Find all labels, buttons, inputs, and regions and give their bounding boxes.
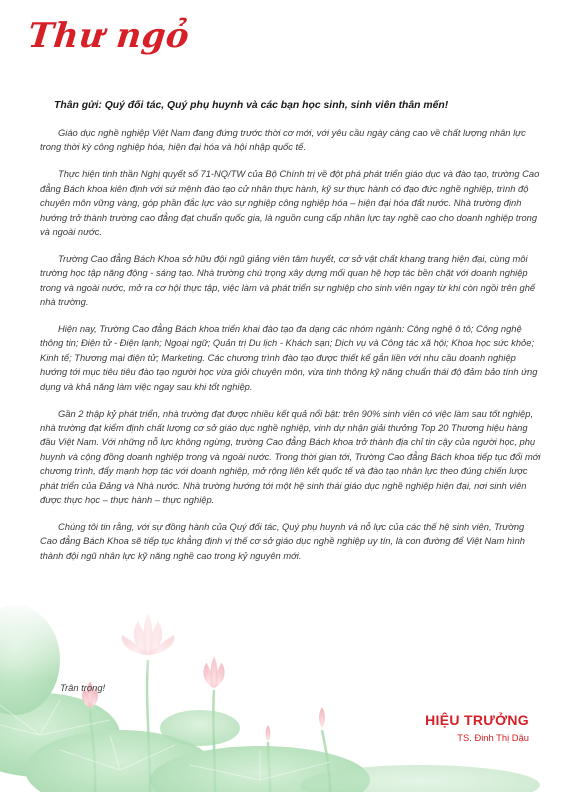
signature-title: HIỆU TRƯỞNG xyxy=(425,712,529,728)
paragraph-2: Thực hiện tinh thần Nghị quyết số 71-NQ/TW của Bộ Chính trị về đột phá phát triển giáo dục và đào tạo, trường Cao đẳng Bách khoa kiên định với sứ mệnh đào tạo cử nhân thực hành, kỹ sư thực hành có đạo đức nghề nghiệp, trình độ chuyên môn vững vàng, góp phần đắc lực vào sự nghiệp công nghiệp hóa – hiện đại hóa đất nước. Nhà trường định hướng trở thành trường cao đẳng đạt chuẩn quốc gia, là nguồn cung cấp nhân lực tay nghề cao cho doanh nghiệp trong và ngoài nước. xyxy=(40,169,540,237)
signature-name: TS. Đinh Thị Dậu xyxy=(457,732,529,743)
letter-closing: Trân trọng! xyxy=(60,682,106,693)
paragraph-5: Gần 2 thập kỷ phát triển, nhà trường đạt được nhiều kết quả nổi bật: trên 90% sinh viên có việc làm sau tốt nghiệp, nhà trường đạt kiểm định chất lượng cơ sở giáo dục nghề nghiệp, vinh dự nhận giải thưởng Top 20 Thương hiệu hàng đầu Việt Nam. Với những nỗ lực không ngừng, trường Cao đẳng Bách khoa trở thành địa chỉ tin cậy của người học, phụ huynh và cộng đồng doanh nghiệp trong và ngoài nước. Trong thời gian tới, Trường Cao đẳng Bách khoa tiếp tục đổi mới chương trình, đẩy mạnh hợp tác với doanh nghiệp, mở rộng liên kết quốc tế và đào tạo nhân lực theo đúng chiến lược phát triển của Đảng và Nhà nước. Nhà trường hướng tới một hệ sinh thái giáo dục nghề nghiệp hiện đại, nơi sinh viên được thực học – thực hành – thực nghiệp. xyxy=(40,408,541,505)
letter-greeting: Thân gửi: Quý đối tác, Quý phụ huynh và các bạn học sinh, sinh viên thân mến! xyxy=(54,100,449,111)
letter-title: Thư ngỏ xyxy=(25,16,192,56)
paragraph-6: Chúng tôi tin rằng, với sự đồng hành của Quý đối tác, Quý phụ huynh và nỗ lực của các thế hệ sinh viên, Trường Cao đẳng Bách Khoa sẽ tiếp tục khẳng định vị thế cơ sở giáo dục nghề nghiệp uy tín, là con đường để Việt Nam hình thành đội ngũ nhân lực kỹ năng nghề cao trong kỷ nguyên mới. xyxy=(40,521,526,561)
paragraph-3: Trường Cao đẳng Bách Khoa sở hữu đội ngũ giảng viên tâm huyết, cơ sở vật chất khang trang hiện đại, cùng môi trường học tập năng động - sáng tạo. Nhà trường chú trọng xây dựng mối quan hệ hợp tác bền chặt với doanh nghiệp trong và ngoài nước, mở ra cơ hội thực tập, việc làm và phát triển sự nghiệp cho sinh viên ngay từ khi còn ngồi trên ghế nhà trường. xyxy=(40,253,536,308)
paragraph-1: Giáo dục nghề nghiệp Việt Nam đang đứng trước thời cơ mới, với yêu cầu ngày càng cao về chất lượng nhân lực trong thời kỳ công nghiệp hóa, hiện đại hóa và hội nhập quốc tế. xyxy=(40,128,526,153)
letter-body xyxy=(40,126,542,576)
paragraph-4: Hiện nay, Trường Cao đẳng Bách khoa triển khai đào tạo đa dạng các nhóm ngành: Công nghệ ô tô; Công nghệ thông tin; Điện tử - Điện lạnh; Ngoại ngữ; Quản trị Du lịch - Khách sạn; Dịch vụ và Công tác xã hội; Khoa học sức khỏe; Kinh tế; Thương mại điện tử; Marketing. Các chương trình đào tạo được thiết kế gắn liền với nhu cầu doanh nghiệp hướng tới mục tiêu tiêu đào tạo người học vừa giỏi chuyên môn, vừa tinh thông kỹ năng chuẩn thái độ đảm bảo tính ứng dụng và khả năng làm việc ngay sau khi tốt nghiệp. xyxy=(40,323,538,392)
